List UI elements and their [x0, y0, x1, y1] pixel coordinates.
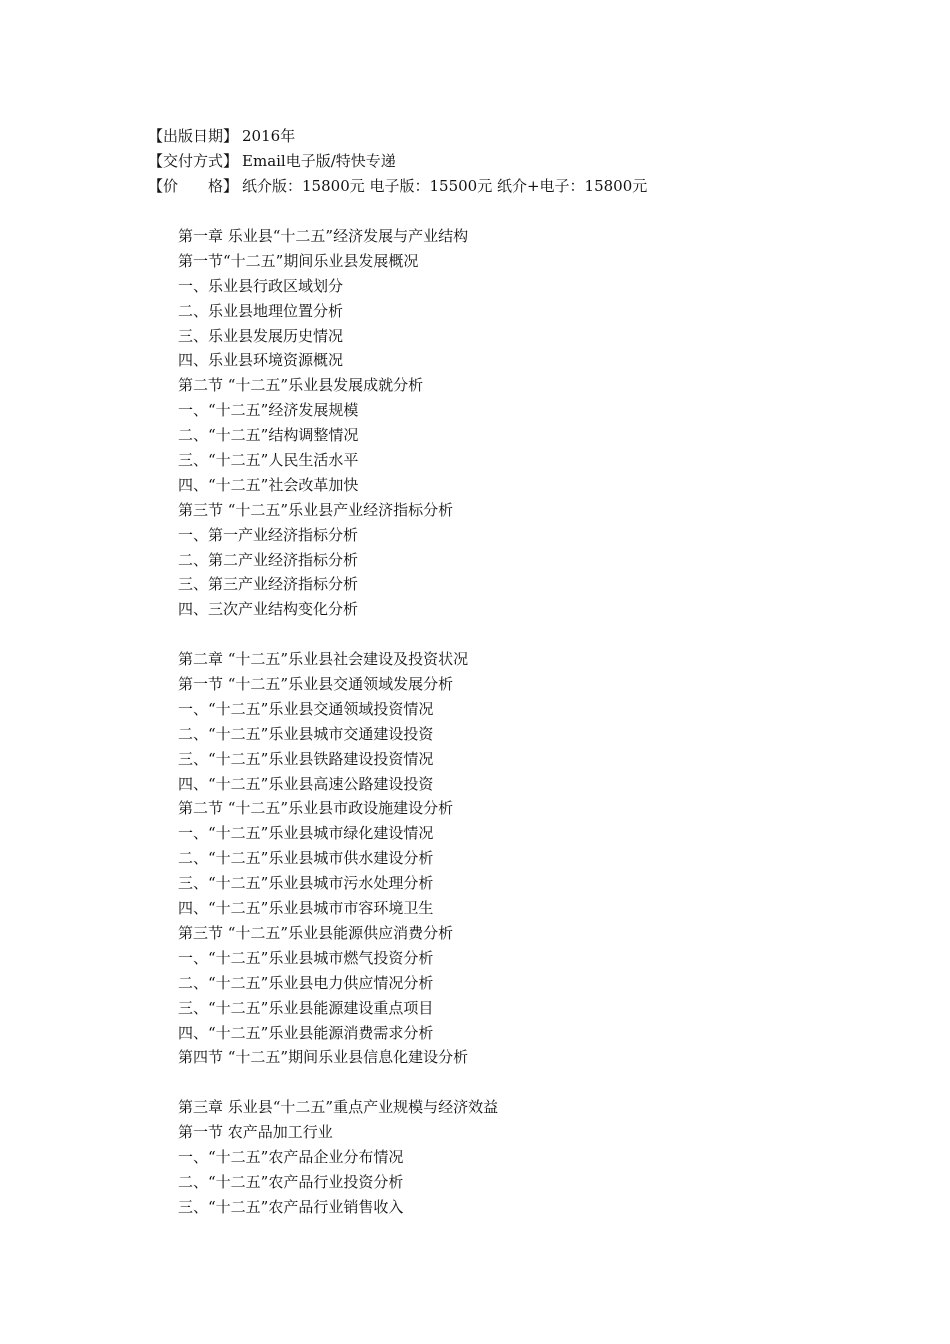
toc-entry: 四、“十二五”社会改革加快: [178, 475, 359, 494]
chapter-title: 第三章 乐业县“十二五”重点产业规模与经济效益: [178, 1098, 499, 1117]
chapter-block: [178, 1095, 498, 1219]
toc-entry: 三、“十二五”农产品行业销售收入: [178, 1197, 404, 1216]
toc-entry: 三、“十二五”人民生活水平: [178, 451, 359, 470]
publish-date-value: 2016年: [242, 127, 296, 145]
toc-entry: 四、“十二五”乐业县城市市容环境卫生: [178, 899, 434, 918]
toc-entry: 第三节 “十二五”乐业县产业经济指标分析: [178, 500, 454, 519]
toc-entry: 一、“十二五”乐业县交通领域投资情况: [178, 699, 434, 718]
toc-entry: 一、“十二五”乐业县城市绿化建设情况: [178, 824, 434, 843]
chapter-title: 第二章 “十二五”乐业县社会建设及投资状况: [178, 650, 469, 669]
publish-date-line: [148, 124, 647, 149]
toc-entry: 二、“十二五”乐业县城市交通建设投资: [178, 724, 434, 743]
toc-entry: 一、“十二五”农产品企业分布情况: [178, 1147, 404, 1166]
toc-entry: 第三节 “十二五”乐业县能源供应消费分析: [178, 923, 454, 942]
price-line: [148, 174, 647, 199]
report-meta: [148, 124, 647, 199]
toc-entry: 一、“十二五”乐业县城市燃气投资分析: [178, 948, 434, 967]
chapter-spacer: [178, 1070, 498, 1095]
toc-entry: 四、“十二五”乐业县高速公路建设投资: [178, 774, 434, 793]
toc-entry: 三、“十二五”乐业县能源建设重点项目: [178, 998, 434, 1017]
toc-entry: 三、乐业县发展历史情况: [178, 326, 344, 345]
chapter-block: [178, 647, 498, 1070]
toc-entry: 二、“十二五”结构调整情况: [178, 426, 359, 445]
delivery-line: [148, 149, 647, 174]
toc-entry: 第一节“十二五”期间乐业县发展概况: [178, 251, 419, 270]
delivery-value: Email电子版/特快专递: [242, 152, 396, 170]
chapter-block: [178, 224, 498, 622]
toc-entry: 一、第一产业经济指标分析: [178, 525, 359, 544]
toc-entry: 二、第二产业经济指标分析: [178, 550, 359, 569]
toc-entry: 第一节 农产品加工行业: [178, 1123, 333, 1142]
toc-entry: 二、“十二五”乐业县电力供应情况分析: [178, 973, 434, 992]
publish-date-label: 【出版日期】: [148, 127, 239, 145]
toc-entry: 第二节 “十二五”乐业县发展成就分析: [178, 376, 424, 395]
price-value: 纸介版：15800元 电子版：15500元 纸介+电子：15800元: [242, 177, 648, 195]
chapter-spacer: [178, 622, 498, 647]
toc-entry: 第一节 “十二五”乐业县交通领域发展分析: [178, 675, 454, 694]
toc-entry: 四、“十二五”乐业县能源消费需求分析: [178, 1023, 434, 1042]
toc-entry: 四、三次产业结构变化分析: [178, 600, 359, 619]
table-of-contents: [178, 224, 498, 1220]
toc-entry: 第二节 “十二五”乐业县市政设施建设分析: [178, 799, 454, 818]
chapter-title: 第一章 乐业县“十二五”经济发展与产业结构: [178, 227, 469, 245]
toc-entry: 三、“十二五”乐业县城市污水处理分析: [178, 874, 434, 893]
toc-entry: 二、乐业县地理位置分析: [178, 301, 344, 320]
toc-entry: 四、乐业县环境资源概况: [178, 351, 344, 370]
toc-entry: 一、“十二五”经济发展规模: [178, 401, 359, 420]
toc-entry: 二、“十二五”农产品行业投资分析: [178, 1172, 404, 1191]
delivery-label: 【交付方式】: [148, 152, 239, 170]
toc-entry: 二、“十二五”乐业县城市供水建设分析: [178, 849, 434, 868]
toc-entry: 第四节 “十二五”期间乐业县信息化建设分析: [178, 1048, 469, 1067]
toc-entry: 三、“十二五”乐业县铁路建设投资情况: [178, 749, 434, 768]
price-label: 【价 格】: [148, 177, 239, 195]
toc-entry: 三、第三产业经济指标分析: [178, 575, 359, 594]
toc-entry: 一、乐业县行政区域划分: [178, 276, 344, 295]
